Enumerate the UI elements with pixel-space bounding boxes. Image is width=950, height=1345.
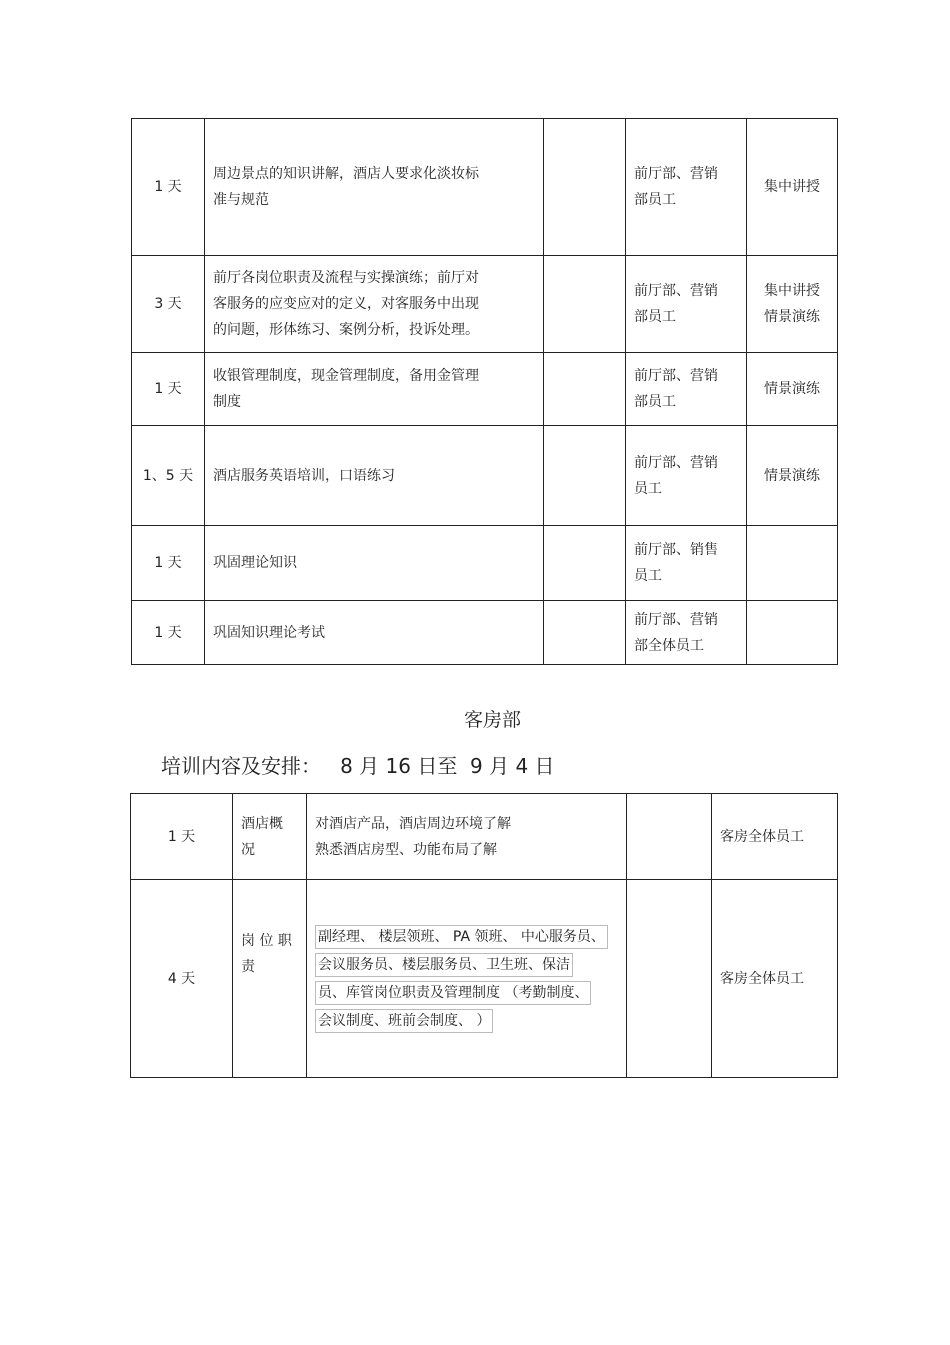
content-cell: 前厅各岗位职责及流程与实操演练；前厅对 客服务的应变应对的定义，对客服务中出现 的问题，形体练习、案例分析，投诉处理。: [205, 256, 544, 353]
table-row: [132, 256, 838, 353]
content-line: 员、库管岗位职责及管理制度 （考勤制度、: [315, 981, 591, 1005]
duration-cell: 3 天: [132, 256, 205, 353]
content-line: 副经理、 楼层领班、 PA 领班、 中心服务员、: [315, 925, 608, 949]
trainees-cell: 前厅部、营销 部员工: [626, 353, 747, 426]
blank-cell: [544, 601, 626, 665]
trainees-cell: 前厅部、营销 部全体员工: [626, 601, 747, 665]
method-cell: 情景演练: [747, 426, 838, 526]
blank-cell: [544, 256, 626, 353]
training-table-front-office: [131, 118, 838, 665]
content-cell: 对酒店产品，酒店周边环境了解 熟悉酒店房型、功能布局了解: [307, 794, 627, 880]
table-row: [132, 601, 838, 665]
blank-cell: [544, 526, 626, 601]
content-cell: 收银管理制度，现金管理制度，备用金管理 制度: [205, 353, 544, 426]
blank-cell: [544, 119, 626, 256]
content-cell: 周边景点的知识讲解，酒店人要求化淡妆标 准与规范: [205, 119, 544, 256]
blank-cell: [544, 426, 626, 526]
method-cell: 集中讲授 情景演练: [747, 256, 838, 353]
content-line: 会议服务员、楼层服务员、卫生班、保洁: [315, 953, 573, 977]
trainees-cell: 前厅部、营销 员工: [626, 426, 747, 526]
topic-cell: 酒店概 况: [233, 794, 307, 880]
method-cell: [747, 601, 838, 665]
table-row: [131, 880, 838, 1078]
table-row: [132, 426, 838, 526]
content-line: 会议制度、班前会制度、 ）: [315, 1009, 493, 1033]
content-cell: 巩固知识理论考试: [205, 601, 544, 665]
table-row: [131, 794, 838, 880]
schedule-heading: 培训内容及安排： 8 月 16 日至 9 月 4 日: [161, 754, 555, 778]
method-cell: 情景演练: [747, 353, 838, 426]
content-cell: [307, 880, 627, 1078]
table-row: [132, 119, 838, 256]
table-row: [132, 353, 838, 426]
training-table-housekeeping: [130, 793, 838, 1078]
topic-cell: 岗 位 职 责: [233, 880, 307, 1078]
trainees-cell: 客房全体员工: [712, 794, 838, 880]
trainees-cell: 前厅部、营销 部员工: [626, 256, 747, 353]
trainees-cell: 客房全体员工: [712, 880, 838, 1078]
duration-cell: 1、5 天: [132, 426, 205, 526]
trainees-cell: 前厅部、营销 部员工: [626, 119, 747, 256]
duration-cell: 1 天: [132, 601, 205, 665]
blank-cell: [544, 353, 626, 426]
duration-cell: 4 天: [131, 880, 233, 1078]
duration-cell: 1 天: [131, 794, 233, 880]
table-row: [132, 526, 838, 601]
department-heading: 客房部: [463, 709, 521, 731]
duration-cell: 1 天: [132, 353, 205, 426]
blank-cell: [627, 794, 712, 880]
blank-cell: [627, 880, 712, 1078]
duration-cell: 1 天: [132, 526, 205, 601]
duration-cell: 1 天: [132, 119, 205, 256]
content-cell: 巩固理论知识: [205, 526, 544, 601]
content-cell: 酒店服务英语培训，口语练习: [205, 426, 544, 526]
method-cell: [747, 526, 838, 601]
method-cell: 集中讲授: [747, 119, 838, 256]
trainees-cell: 前厅部、销售 员工: [626, 526, 747, 601]
